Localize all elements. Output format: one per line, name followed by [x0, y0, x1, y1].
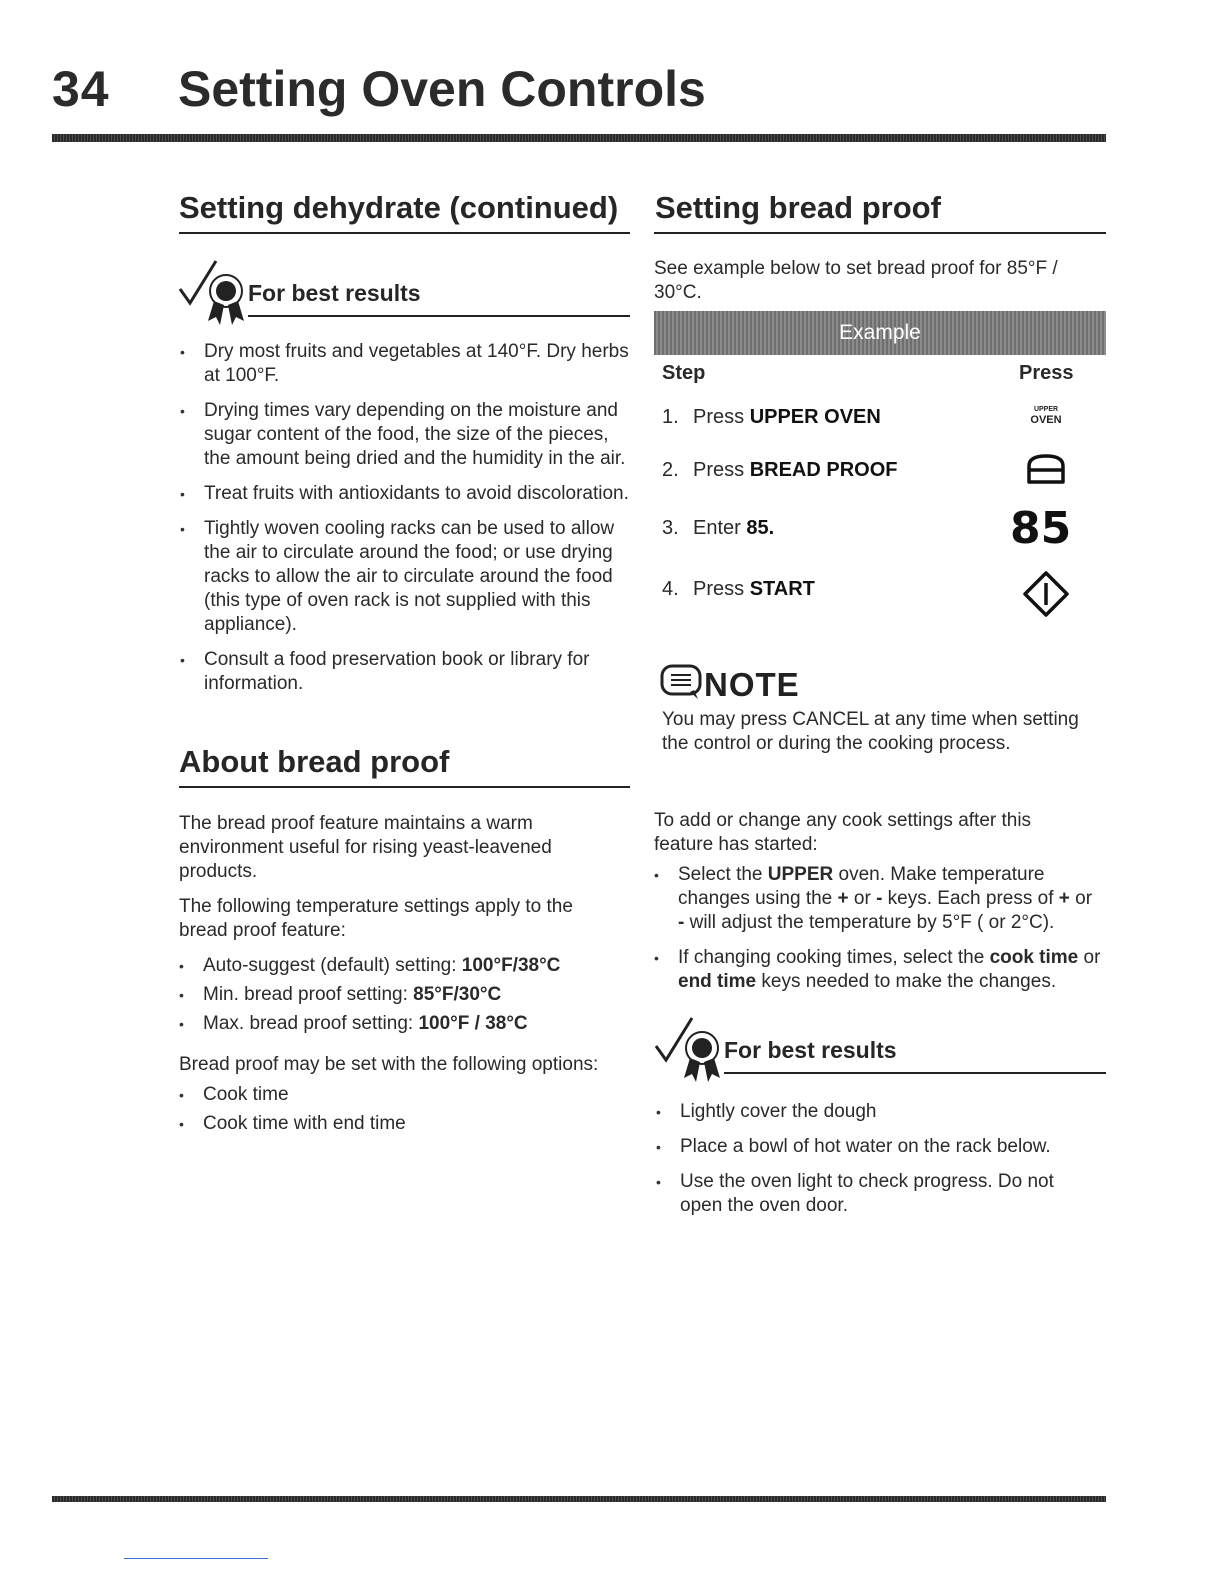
dehydrate-tips-list [180, 340, 632, 707]
list-item: • Max. bread proof setting: 100°F / 38°C [179, 1012, 629, 1036]
step-row: 3. Enter 85. [662, 517, 775, 539]
best-results-ribbon-icon [652, 1012, 720, 1082]
note-text: You may press CANCEL at any time when setting the control or during the cooking process. [662, 709, 1079, 754]
temp-intro: The following temperature settings apply to the bread proof feature: [179, 896, 573, 941]
example-bar: Example [654, 311, 1106, 355]
upper-oven-key: UPPER OVEN [1030, 406, 1062, 426]
bread-proof-heading-rule [654, 232, 1106, 234]
number-85: 85 [1010, 503, 1072, 554]
note-icon [660, 664, 704, 700]
step-row: 2. Press BREAD PROOF [662, 459, 898, 481]
start-key-icon [1022, 570, 1070, 618]
bread-proof-intro: See example below to set bread proof for 85°F / 30°C. [654, 258, 1058, 303]
options-intro: Bread proof may be set with the following options: [179, 1054, 599, 1075]
list-item: • Cook time [179, 1083, 629, 1107]
options-list [179, 1083, 629, 1141]
step-row: 1. Press UPPER OVEN [662, 406, 881, 428]
best-results-rule [248, 315, 630, 317]
proof-tips-list [656, 1100, 1096, 1229]
list-item: • Use the oven light to check progress. Do not open the oven door. [656, 1170, 1096, 1218]
list-item: • If changing cooking times, select the cook time or end time keys needed to make the changes. [654, 946, 1102, 994]
press-column-header: Press [1019, 362, 1074, 384]
change-settings-intro: To add or change any cook settings after this feature has started: [654, 810, 1032, 855]
dehydrate-heading: Setting dehydrate (continued) [179, 190, 619, 225]
list-item: • Min. bread proof setting: 85°F/30°C [179, 983, 629, 1007]
about-paragraph: The bread proof feature maintains a warm environment useful for rising yeast-leavened products. [179, 813, 552, 882]
temp-settings-list [179, 954, 629, 1041]
list-item: • Auto-suggest (default) setting: 100°F/38°C [179, 954, 629, 978]
best-results-ribbon-icon [176, 255, 244, 325]
header-rule [52, 134, 1106, 142]
best-results-title: For best results [724, 1037, 897, 1063]
page-title: Setting Oven Controls [178, 61, 706, 117]
best-results-rule [724, 1072, 1106, 1074]
bread-proof-key-icon [1024, 452, 1068, 486]
about-heading-rule [179, 786, 630, 788]
about-bread-proof-heading: About bread proof [179, 744, 450, 779]
footer-line [124, 1558, 268, 1559]
bread-proof-heading: Setting bread proof [655, 190, 941, 225]
list-item: • Tightly woven cooling racks can be used to allow the air to circulate around the food; or use drying racks to allow the air to circulate around the food (this type of oven rack is not supplied with this appliance). [180, 517, 632, 637]
list-item: • Select the UPPER oven. Make temperature changes using the + or - keys. Each press of + or - will adjust the temperature by 5°F ( or 2°C). [654, 863, 1102, 935]
list-item: • Treat fruits with antioxidants to avoid discoloration. [180, 482, 632, 506]
footer-rule [52, 1496, 1106, 1502]
list-item: • Lightly cover the dough [656, 1100, 1096, 1124]
step-row: 4. Press START [662, 578, 815, 600]
list-item: • Drying times vary depending on the moisture and sugar content of the food, the size of the pieces, the amount being dried and the humidity in the air. [180, 399, 632, 471]
list-item: • Consult a food preservation book or library for information. [180, 648, 632, 696]
page-number: 34 [52, 61, 110, 117]
list-item: • Dry most fruits and vegetables at 140°F. Dry herbs at 100°F. [180, 340, 632, 388]
list-item: • Cook time with end time [179, 1112, 629, 1136]
best-results-title: For best results [248, 280, 421, 306]
list-item: • Place a bowl of hot water on the rack below. [656, 1135, 1096, 1159]
dehydrate-heading-rule [179, 232, 630, 234]
note-title: NOTE [704, 666, 800, 703]
step-column-header: Step [662, 362, 706, 384]
change-settings-list [654, 863, 1102, 1005]
